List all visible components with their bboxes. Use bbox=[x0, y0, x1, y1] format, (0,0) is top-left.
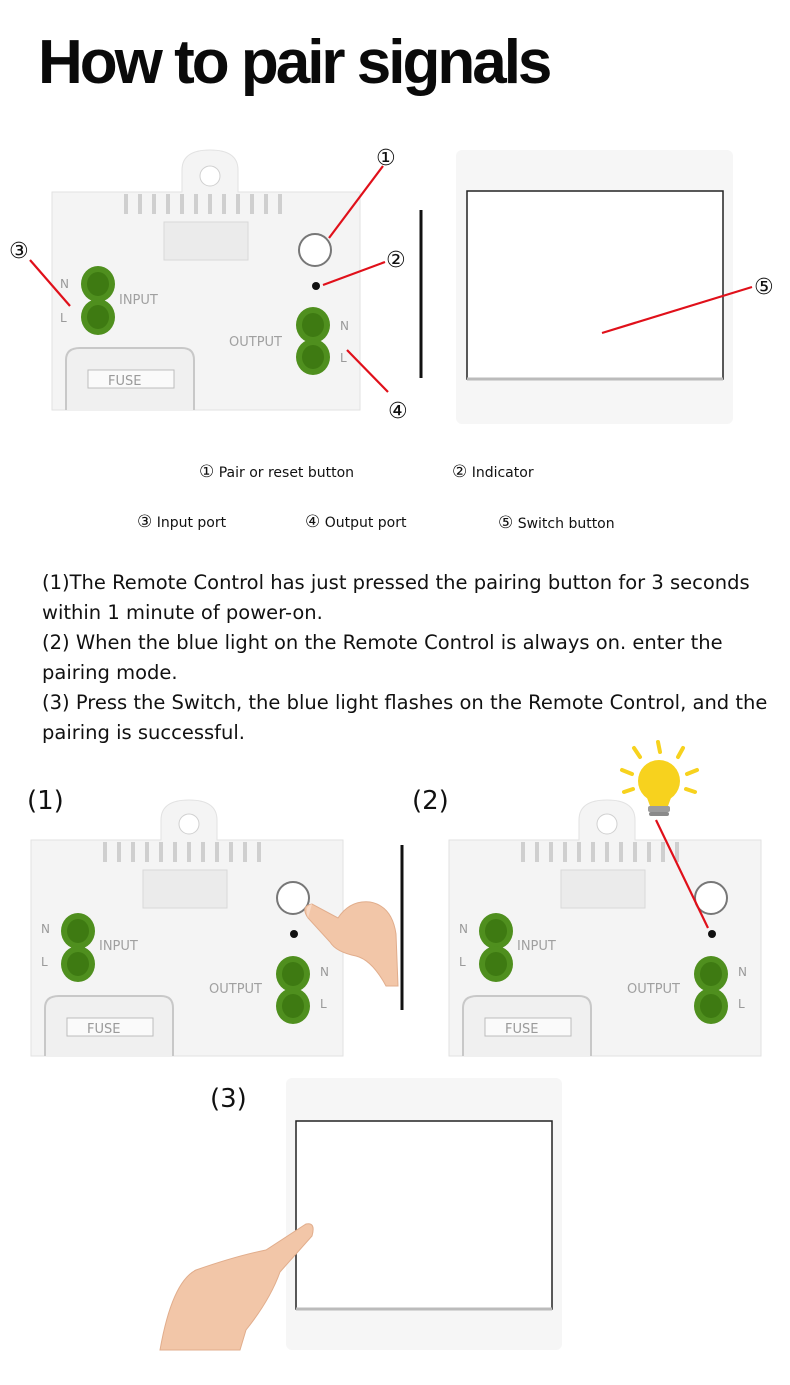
step-3: (3) Press the Switch, the blue light flashes on the Remote Control, and the pairing is successful. bbox=[42, 691, 768, 744]
dev2-l: L bbox=[459, 955, 466, 969]
legend-num-2: ② bbox=[452, 462, 468, 482]
dev1-out-l: L bbox=[320, 997, 327, 1011]
page-title: How to pair signals bbox=[38, 28, 550, 97]
top-diagram bbox=[0, 130, 790, 440]
legend-text-1: Pair or reset button bbox=[218, 465, 355, 481]
steps-diagram bbox=[0, 730, 790, 1355]
dev2-out-n: N bbox=[738, 965, 747, 979]
legend-text-4: Output port bbox=[324, 515, 407, 531]
dev2-input: INPUT bbox=[517, 939, 556, 954]
light-bulb-icon bbox=[622, 742, 697, 816]
dev1-out-n: N bbox=[320, 965, 329, 979]
output-n-label: N bbox=[340, 319, 349, 333]
callout-5: ⑤ bbox=[754, 275, 774, 300]
panel-label-2: (2) bbox=[412, 786, 449, 816]
callout-2: ② bbox=[386, 248, 406, 273]
fuse-label: FUSE bbox=[108, 374, 142, 389]
wall-switch-step-3 bbox=[286, 1078, 562, 1350]
remote-device bbox=[52, 150, 360, 410]
legend-item-4 bbox=[305, 512, 406, 532]
dev1-output: OUTPUT bbox=[209, 982, 262, 997]
legend-num-1: ① bbox=[199, 462, 215, 482]
callout-4: ④ bbox=[388, 399, 408, 424]
input-label: INPUT bbox=[119, 293, 158, 308]
legend-num-3: ③ bbox=[137, 512, 153, 532]
panel-label-3: (3) bbox=[210, 1084, 247, 1114]
step-1: (1)The Remote Control has just pressed the pairing button for 3 seconds within 1 minute of power-on. bbox=[42, 571, 750, 624]
legend-item-3 bbox=[137, 512, 226, 532]
legend-item-1 bbox=[199, 462, 354, 482]
dev2-n: N bbox=[459, 922, 468, 936]
legend-text-5: Switch button bbox=[517, 516, 615, 532]
dev1-fuse: FUSE bbox=[87, 1022, 121, 1037]
dev1-l: L bbox=[41, 955, 48, 969]
dev2-out-l: L bbox=[738, 997, 745, 1011]
instructions bbox=[42, 568, 782, 748]
legend-num-5: ⑤ bbox=[498, 513, 514, 533]
output-l-label: L bbox=[340, 351, 347, 365]
input-l-label: L bbox=[60, 311, 67, 325]
dev1-input: INPUT bbox=[99, 939, 138, 954]
legend-item-5 bbox=[498, 513, 615, 533]
output-label: OUTPUT bbox=[229, 335, 282, 350]
step-2: (2) When the blue light on the Remote Control is always on. enter the pairing mode. bbox=[42, 631, 723, 684]
input-n-label: N bbox=[60, 277, 69, 291]
remote-device-step-2 bbox=[449, 800, 761, 1056]
wall-switch bbox=[456, 150, 733, 424]
dev1-n: N bbox=[41, 922, 50, 936]
dev2-fuse: FUSE bbox=[505, 1022, 539, 1037]
dev2-output: OUTPUT bbox=[627, 982, 680, 997]
callout-3: ③ bbox=[9, 239, 29, 264]
legend-text-3: Input port bbox=[156, 515, 227, 531]
remote-device-step-1 bbox=[31, 800, 343, 1056]
callout-1: ① bbox=[376, 146, 396, 171]
legend-item-2 bbox=[452, 462, 534, 482]
legend-text-2: Indicator bbox=[471, 465, 534, 481]
legend-num-4: ④ bbox=[305, 512, 321, 532]
panel-label-1: (1) bbox=[27, 786, 64, 816]
